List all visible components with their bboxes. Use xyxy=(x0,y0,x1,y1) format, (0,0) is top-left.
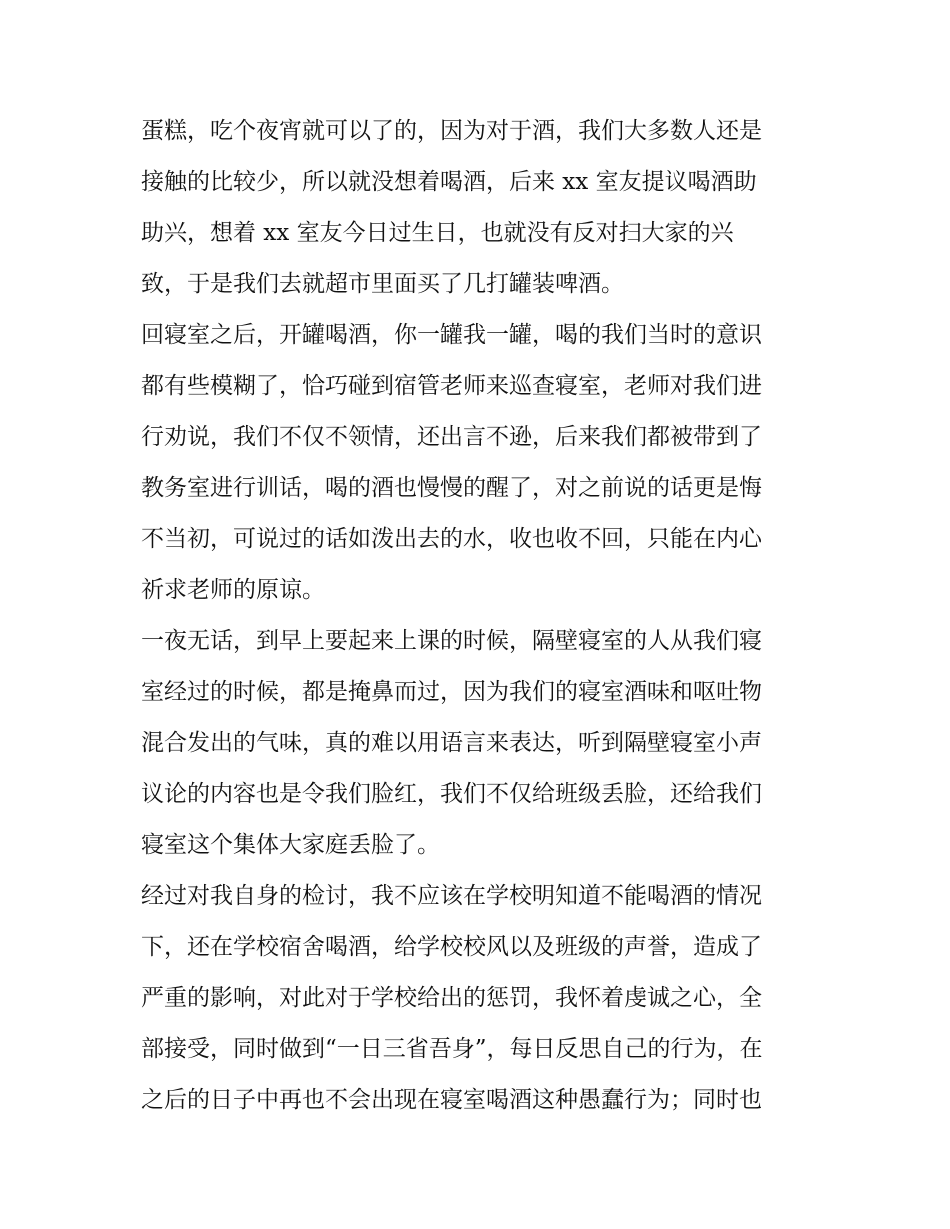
text-line: 经过对我自身的检讨，我不应该在学校明知道不能喝酒的情况 xyxy=(141,883,762,909)
paragraph-2 xyxy=(141,310,821,616)
text-line: 室经过的时候，都是掩鼻而过，因为我们的寝室酒味和呕吐物 xyxy=(141,679,762,705)
text-line: 祈求老师的原谅。 xyxy=(141,577,325,603)
text-line: 一夜无话，到早上要起来上课的时候，隔壁寝室的人从我们寝 xyxy=(141,628,762,654)
text-line: 助兴，想着 xx 室友今日过生日，也就没有反对扫大家的兴 xyxy=(141,220,734,246)
text-line: 部接受，同时做到“一日三省吾身”，每日反思自己的行为，在 xyxy=(141,1036,763,1062)
text-line: 严重的影响，对此对于学校给出的惩罚，我怀着虔诚之心，全 xyxy=(141,985,762,1011)
paragraph-1 xyxy=(141,106,821,310)
text-line: 教务室进行训话，喝的酒也慢慢的醒了，对之前说的话更是悔 xyxy=(141,475,762,501)
text-line: 下，还在学校宿舍喝酒，给学校校风以及班级的声誉，造成了 xyxy=(141,934,762,960)
text-line: 之后的日子中再也不会出现在寝室喝酒这种愚蠢行为；同时也 xyxy=(141,1087,762,1113)
text-line: 回寝室之后，开罐喝酒，你一罐我一罐，喝的我们当时的意识 xyxy=(141,322,762,348)
text-line: 混合发出的气味，真的难以用语言来表达，听到隔壁寝室小声 xyxy=(141,730,762,756)
text-line: 议论的内容也是令我们脸红，我们不仅给班级丢脸，还给我们 xyxy=(141,781,762,807)
text-line: 不当初，可说过的话如泼出去的水，收也收不回，只能在内心 xyxy=(141,526,762,552)
paragraph-3 xyxy=(141,616,821,871)
text-line: 致，于是我们去就超市里面买了几打罐装啤酒。 xyxy=(141,271,624,297)
paragraph-4 xyxy=(141,871,821,1126)
body-text xyxy=(141,106,821,1126)
text-line: 蛋糕，吃个夜宵就可以了的，因为对于酒，我们大多数人还是 xyxy=(141,118,762,144)
text-line: 接触的比较少，所以就没想着喝酒，后来 xx 室友提议喝酒助 xyxy=(141,169,757,195)
text-line: 都有些模糊了，恰巧碰到宿管老师来巡查寝室，老师对我们进 xyxy=(141,373,762,399)
text-line: 寝室这个集体大家庭丢脸了。 xyxy=(141,832,440,858)
text-line: 行劝说，我们不仅不领情，还出言不逊，后来我们都被带到了 xyxy=(141,424,762,450)
